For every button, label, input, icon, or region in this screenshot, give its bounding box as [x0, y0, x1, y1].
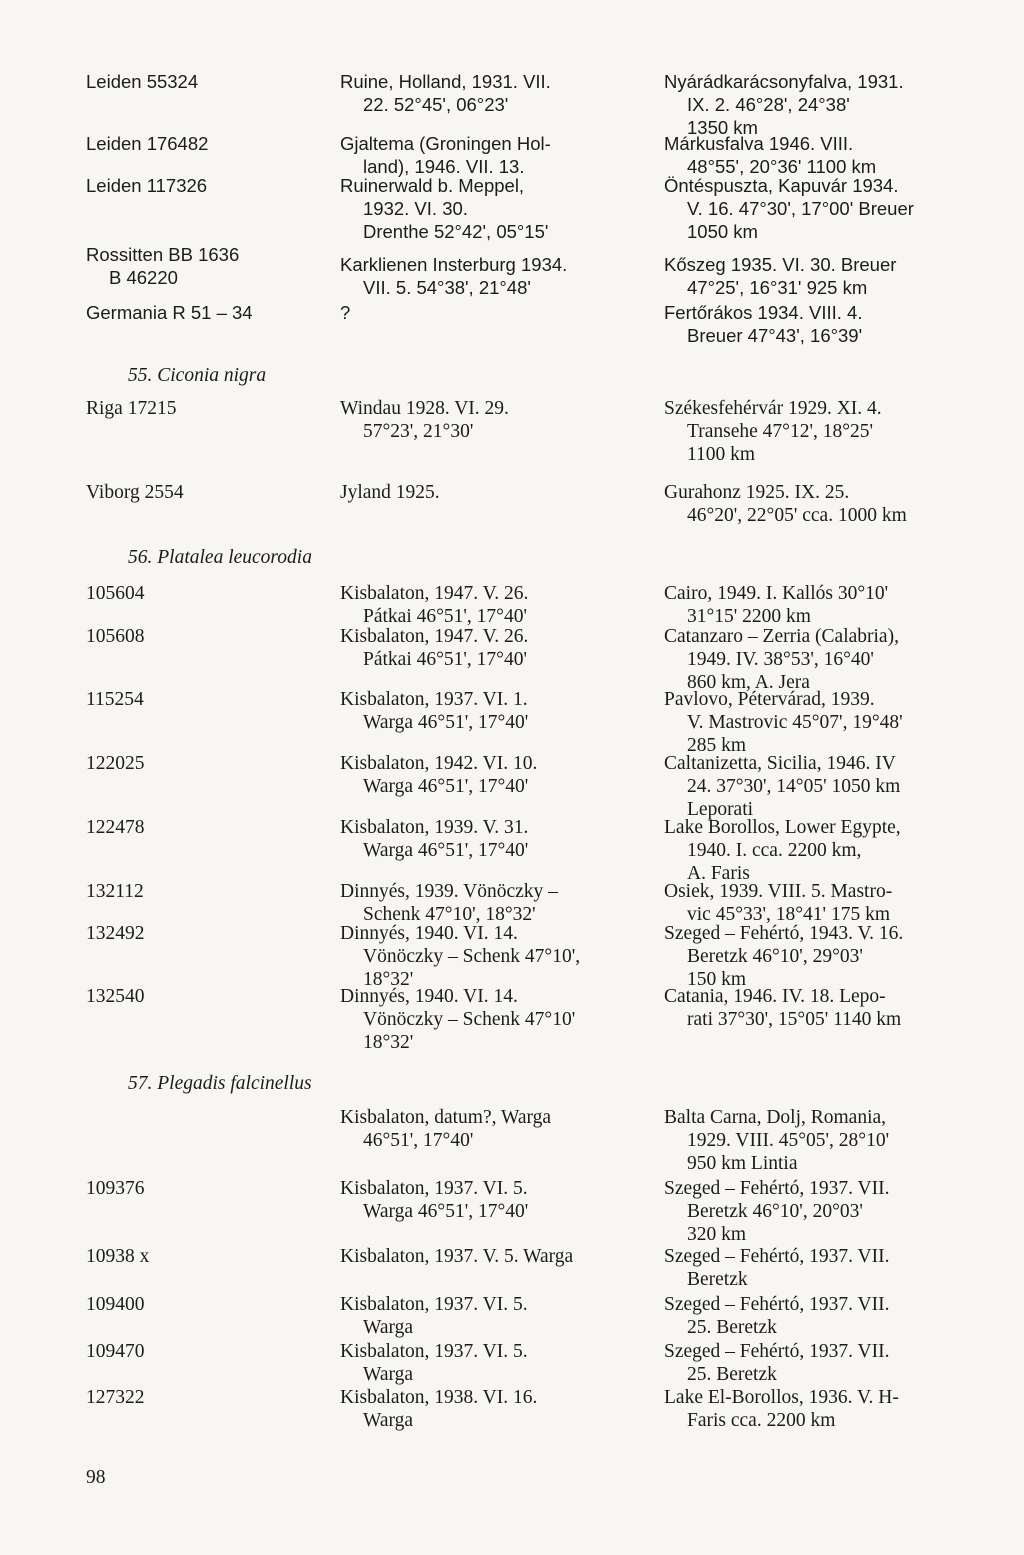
recovery-date: IX. 2. 46°28', 24°38'	[687, 94, 850, 115]
ringing-date: land), 1946. VII. 13.	[363, 156, 525, 177]
recovery-place: Lake Borollos, Lower Egypte,	[664, 817, 901, 838]
ringing-place: Karklienen Insterburg 1934.	[340, 254, 568, 275]
ring-number: Rossitten BB 1636	[86, 244, 240, 265]
section-number: 55.	[128, 365, 153, 386]
recovery-place: Catanzaro – Zerria (Calabria),	[664, 626, 899, 647]
ring-number: 122025	[86, 753, 145, 774]
recovery-date: 24. 37°30', 14°05' 1050 km	[687, 776, 901, 797]
section-heading	[128, 546, 312, 569]
ringing-place: Kisbalaton, 1937. VI. 5.	[340, 1341, 528, 1362]
species-name: Ciconia nigra	[157, 365, 267, 386]
recovery-date: rati 37°30', 15°05' 1140 km	[687, 1009, 902, 1030]
recovery-observer: A. Faris	[687, 863, 750, 884]
recovery-date: 25. Beretzk	[687, 1364, 777, 1385]
ringer-coordinates: 18°32'	[363, 1032, 414, 1053]
ringer: Warga	[363, 1410, 414, 1431]
recovery-date: Faris cca. 2200 km	[687, 1410, 836, 1431]
ring-number: 109376	[86, 1178, 145, 1199]
ringer-coordinates: Warga 46°51', 17°40'	[363, 712, 529, 733]
ringing-place: Ruinerwald b. Meppel,	[340, 175, 525, 196]
ring-number: Riga 17215	[86, 398, 177, 419]
recovery-place: Caltanizetta, Sicilia, 1946. IV	[664, 753, 896, 774]
recovery-date: 48°55', 20°36' 1100 km	[687, 156, 877, 177]
ringer-coordinates: Warga 46°51', 17°40'	[363, 776, 529, 797]
ringing-place: Dinnyés, 1939. Vönöczky –	[340, 881, 558, 902]
ringing-place: Dinnyés, 1940. VI. 14.	[340, 986, 518, 1007]
ringing-date: VII. 5. 54°38', 21°48'	[363, 277, 531, 298]
ringing-coordinates: 57°23', 21°30'	[363, 421, 474, 442]
ring-number: 109400	[86, 1294, 145, 1315]
recovery-distance: 285 km	[687, 735, 747, 756]
ringing-date: 22. 52°45', 06°23'	[363, 94, 509, 115]
recovery-place: Kőszeg 1935. VI. 30. Breuer	[664, 254, 897, 275]
recovery-distance: 1100 km	[687, 444, 756, 465]
ringer-coordinates: Vönöczky – Schenk 47°10'	[363, 1009, 576, 1030]
recovery-date: 1949. IV. 38°53', 16°40'	[687, 649, 874, 670]
ringing-place: Kisbalaton, 1937. VI. 5.	[340, 1178, 528, 1199]
recovery-date: 46°20', 22°05' cca. 1000 km	[687, 505, 907, 526]
ringer: Warga	[363, 1317, 414, 1338]
ringer-coordinates: 18°32'	[363, 969, 414, 990]
recovery-distance: 320 km	[687, 1224, 747, 1245]
ring-number: 105608	[86, 626, 145, 647]
ringing-place: Dinnyés, 1940. VI. 14.	[340, 923, 518, 944]
ring-number: Leiden 117326	[86, 175, 208, 196]
recovery-date: 25. Beretzk	[687, 1317, 777, 1338]
ringer-coordinates: Warga 46°51', 17°40'	[363, 840, 529, 861]
recovery-distance: 150 km	[687, 969, 747, 990]
ringing-place: Kisbalaton, 1937. VI. 1.	[340, 689, 528, 710]
recovery-distance: 1350 km	[687, 117, 758, 138]
ringer-coordinates: Schenk 47°10', 18°32'	[363, 904, 536, 925]
ringing-place: Kisbalaton, 1938. VI. 16.	[340, 1387, 538, 1408]
ringing-place: Ruine, Holland, 1931. VII.	[340, 71, 551, 92]
ringing-place: Kisbalaton, 1947. V. 26.	[340, 626, 529, 647]
ring-number: Leiden 176482	[86, 133, 209, 154]
recovery-place: Nyárádkarácsonyfalva, 1931.	[664, 71, 904, 92]
ring-number: 105604	[86, 583, 145, 604]
section-number: 56.	[128, 547, 153, 568]
ring-number: Leiden 55324	[86, 71, 199, 92]
section-heading	[128, 364, 266, 387]
recovery-date: vic 45°33', 18°41' 175 km	[687, 904, 890, 925]
recovery-place: Márkusfalva 1946. VIII.	[664, 133, 854, 154]
ringer-coordinates: Vönöczky – Schenk 47°10',	[363, 946, 581, 967]
ringer-coordinates: Pátkai 46°51', 17°40'	[363, 649, 527, 670]
recovery-date: 1929. VIII. 45°05', 28°10'	[687, 1130, 890, 1151]
recovery-place: Cairo, 1949. I. Kallós 30°10'	[664, 583, 889, 604]
ring-number: Viborg 2554	[86, 482, 184, 503]
recovery-date: V. 16. 47°30', 17°00' Breuer	[687, 198, 914, 219]
ring-number: 132492	[86, 923, 145, 944]
recovery-observer: Beretzk	[687, 1269, 748, 1290]
recovery-place: Pavlovo, Pétervárad, 1939.	[664, 689, 875, 710]
ring-number: 122478	[86, 817, 145, 838]
ring-number: B 46220	[109, 267, 178, 288]
recovery-place: Osiek, 1939. VIII. 5. Mastro-	[664, 881, 893, 902]
recovery-date: 47°25', 16°31' 925 km	[687, 277, 868, 298]
recovery-place: Székesfehérvár 1929. XI. 4.	[664, 398, 882, 419]
recovery-distance: 1050 km	[687, 221, 758, 242]
recovery-distance: 860 km, A. Jera	[687, 672, 810, 693]
ring-number: 132540	[86, 986, 145, 1007]
ringing-place: Kisbalaton, 1942. VI. 10.	[340, 753, 538, 774]
recovery-date: Beretzk 46°10', 20°03'	[687, 1201, 863, 1222]
section-number: 57.	[128, 1073, 153, 1094]
ring-number: 132112	[86, 881, 144, 902]
ring-number: 115254	[86, 689, 144, 710]
recovery-date: V. Mastrovic 45°07', 19°48'	[687, 712, 903, 733]
ringing-place: Kisbalaton, 1947. V. 26.	[340, 583, 529, 604]
ringing-place: Kisbalaton, 1937. V. 5. Warga	[340, 1246, 574, 1267]
recovery-place: Lake El-Borollos, 1936. V. H-	[664, 1387, 899, 1408]
recovery-place: Catania, 1946. IV. 18. Lepo-	[664, 986, 886, 1007]
ringing-place: Windau 1928. VI. 29.	[340, 398, 509, 419]
recovery-place: Öntéspuszta, Kapuvár 1934.	[664, 175, 899, 196]
recovery-place: Balta Carna, Dolj, Romania,	[664, 1107, 887, 1128]
page-number: 98	[86, 1467, 106, 1488]
recovery-date: 1940. I. cca. 2200 km,	[687, 840, 862, 861]
recovery-place: Szeged – Fehértó, 1937. VII.	[664, 1294, 890, 1315]
recovery-place: Szeged – Fehértó, 1937. VII.	[664, 1246, 890, 1267]
ringing-place: Kisbalaton, datum?, Warga	[340, 1107, 552, 1128]
recovery-place: Gurahonz 1925. IX. 25.	[664, 482, 850, 503]
recovery-observer: Leporati	[687, 799, 754, 820]
species-name: Platalea leucorodia	[157, 547, 312, 568]
ringer-coordinates: Pátkai 46°51', 17°40'	[363, 606, 527, 627]
ringing-place: Kisbalaton, 1937. VI. 5.	[340, 1294, 528, 1315]
ringer-coordinates: Warga 46°51', 17°40'	[363, 1201, 529, 1222]
recovery-date: Breuer 47°43', 16°39'	[687, 325, 863, 346]
ring-number: 10938 x	[86, 1246, 150, 1267]
recovery-place: Szeged – Fehértó, 1937. VII.	[664, 1178, 890, 1199]
recovery-place: Szeged – Fehértó, 1943. V. 16.	[664, 923, 904, 944]
ringing-place: ?	[340, 302, 351, 323]
ring-number: 127322	[86, 1387, 145, 1408]
species-name: Plegadis falcinellus	[157, 1073, 312, 1094]
recovery-place: Fertőrákos 1934. VIII. 4.	[664, 302, 863, 323]
ringing-place: Gjaltema (Groningen Hol-	[340, 133, 551, 154]
recovery-date: Transehe 47°12', 18°25'	[687, 421, 874, 442]
recovery-place: Szeged – Fehértó, 1937. VII.	[664, 1341, 890, 1362]
ringing-place: Jyland 1925.	[340, 482, 440, 503]
ring-number: 109470	[86, 1341, 145, 1362]
ringing-place: Kisbalaton, 1939. V. 31.	[340, 817, 529, 838]
recovery-distance: 950 km Lintia	[687, 1153, 798, 1174]
ring-number: Germania R 51 – 34	[86, 302, 253, 323]
recovery-date: Beretzk 46°10', 29°03'	[687, 946, 863, 967]
ringing-date: 1932. VI. 30.	[363, 198, 468, 219]
ringing-coordinates: Drenthe 52°42', 05°15'	[363, 221, 549, 242]
recovery-distance: 31°15' 2200 km	[687, 606, 811, 627]
ringer-coordinates: 46°51', 17°40'	[363, 1130, 474, 1151]
section-heading	[128, 1072, 312, 1095]
ringer: Warga	[363, 1364, 414, 1385]
